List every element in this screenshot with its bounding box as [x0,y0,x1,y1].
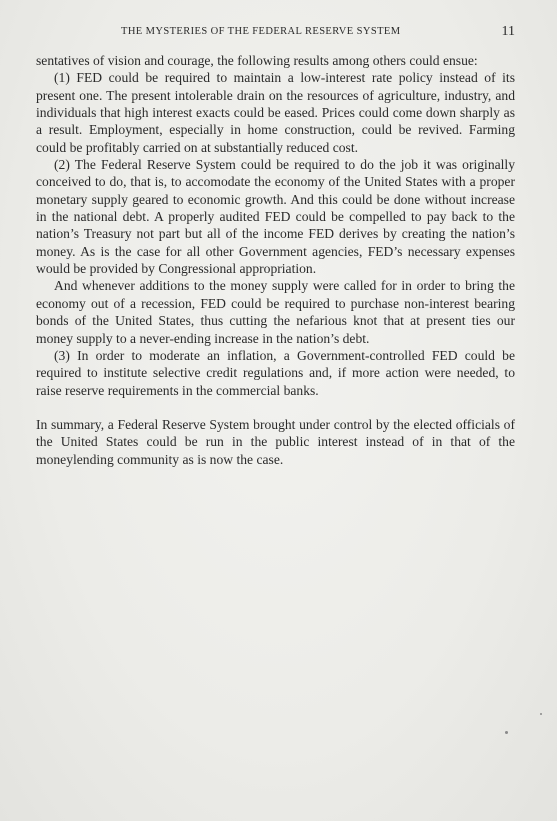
paragraph-money-supply: And whenever additions to the money supply were called for in order to bring the economy out of a recession, FED could be required to purchase non-interest bearing bonds of the United States, thus cutting the nefarious knot that at present ties our money supply to a never-ending increase in the nation’s debt. [36,278,515,346]
paragraph-point-2: (2) The Federal Reserve System could be required to do the job it was originally conceived to do, that is, to accomodate the economy of the United States with a proper monetary supply geared to economic growth. And this could be done without increase in the national debt. A properly audited FED could be compelled to pay back to the nation’s Treasury not part but all of the income FED derives by creating the nation’s money. As is the case for all other Government agencies, FED’s necessary expenses would be provided by Congressional appropriation. [36,157,515,277]
paper-speck [540,713,542,715]
running-title: THE MYSTERIES OF THE FEDERAL RESERVE SYSTEM [121,26,401,37]
paragraph-point-3: (3) In order to moderate an inflation, a Government-controlled FED could be required to institute selective credit regulations and, if more action were needed, to raise reserve requirements in the commercial banks. [36,347,515,398]
paragraph-point-1: (1) FED could be required to maintain a low-interest rate policy instead of its present one. The present intolerable drain on the resources of agriculture, industry, and individuals that high interest exacts could be eased. Prices could come down sharply as a result. Employment, especially in home construction, could be revived. Farming could be profitably carried on at substantially reduced cost. [36,70,515,155]
page-number: 11 [501,24,515,39]
running-head [36,24,515,42]
body-text [36,52,515,468]
paragraph-summary: In summary, a Federal Reserve System brought under control by the elected officials of the United States could be run in the public interest instead of in that of the moneylending community as is now the case. [36,416,515,467]
paper-speck [505,731,508,734]
paragraph-continuation: sentatives of vision and courage, the following results among others could ensue: [36,53,478,68]
